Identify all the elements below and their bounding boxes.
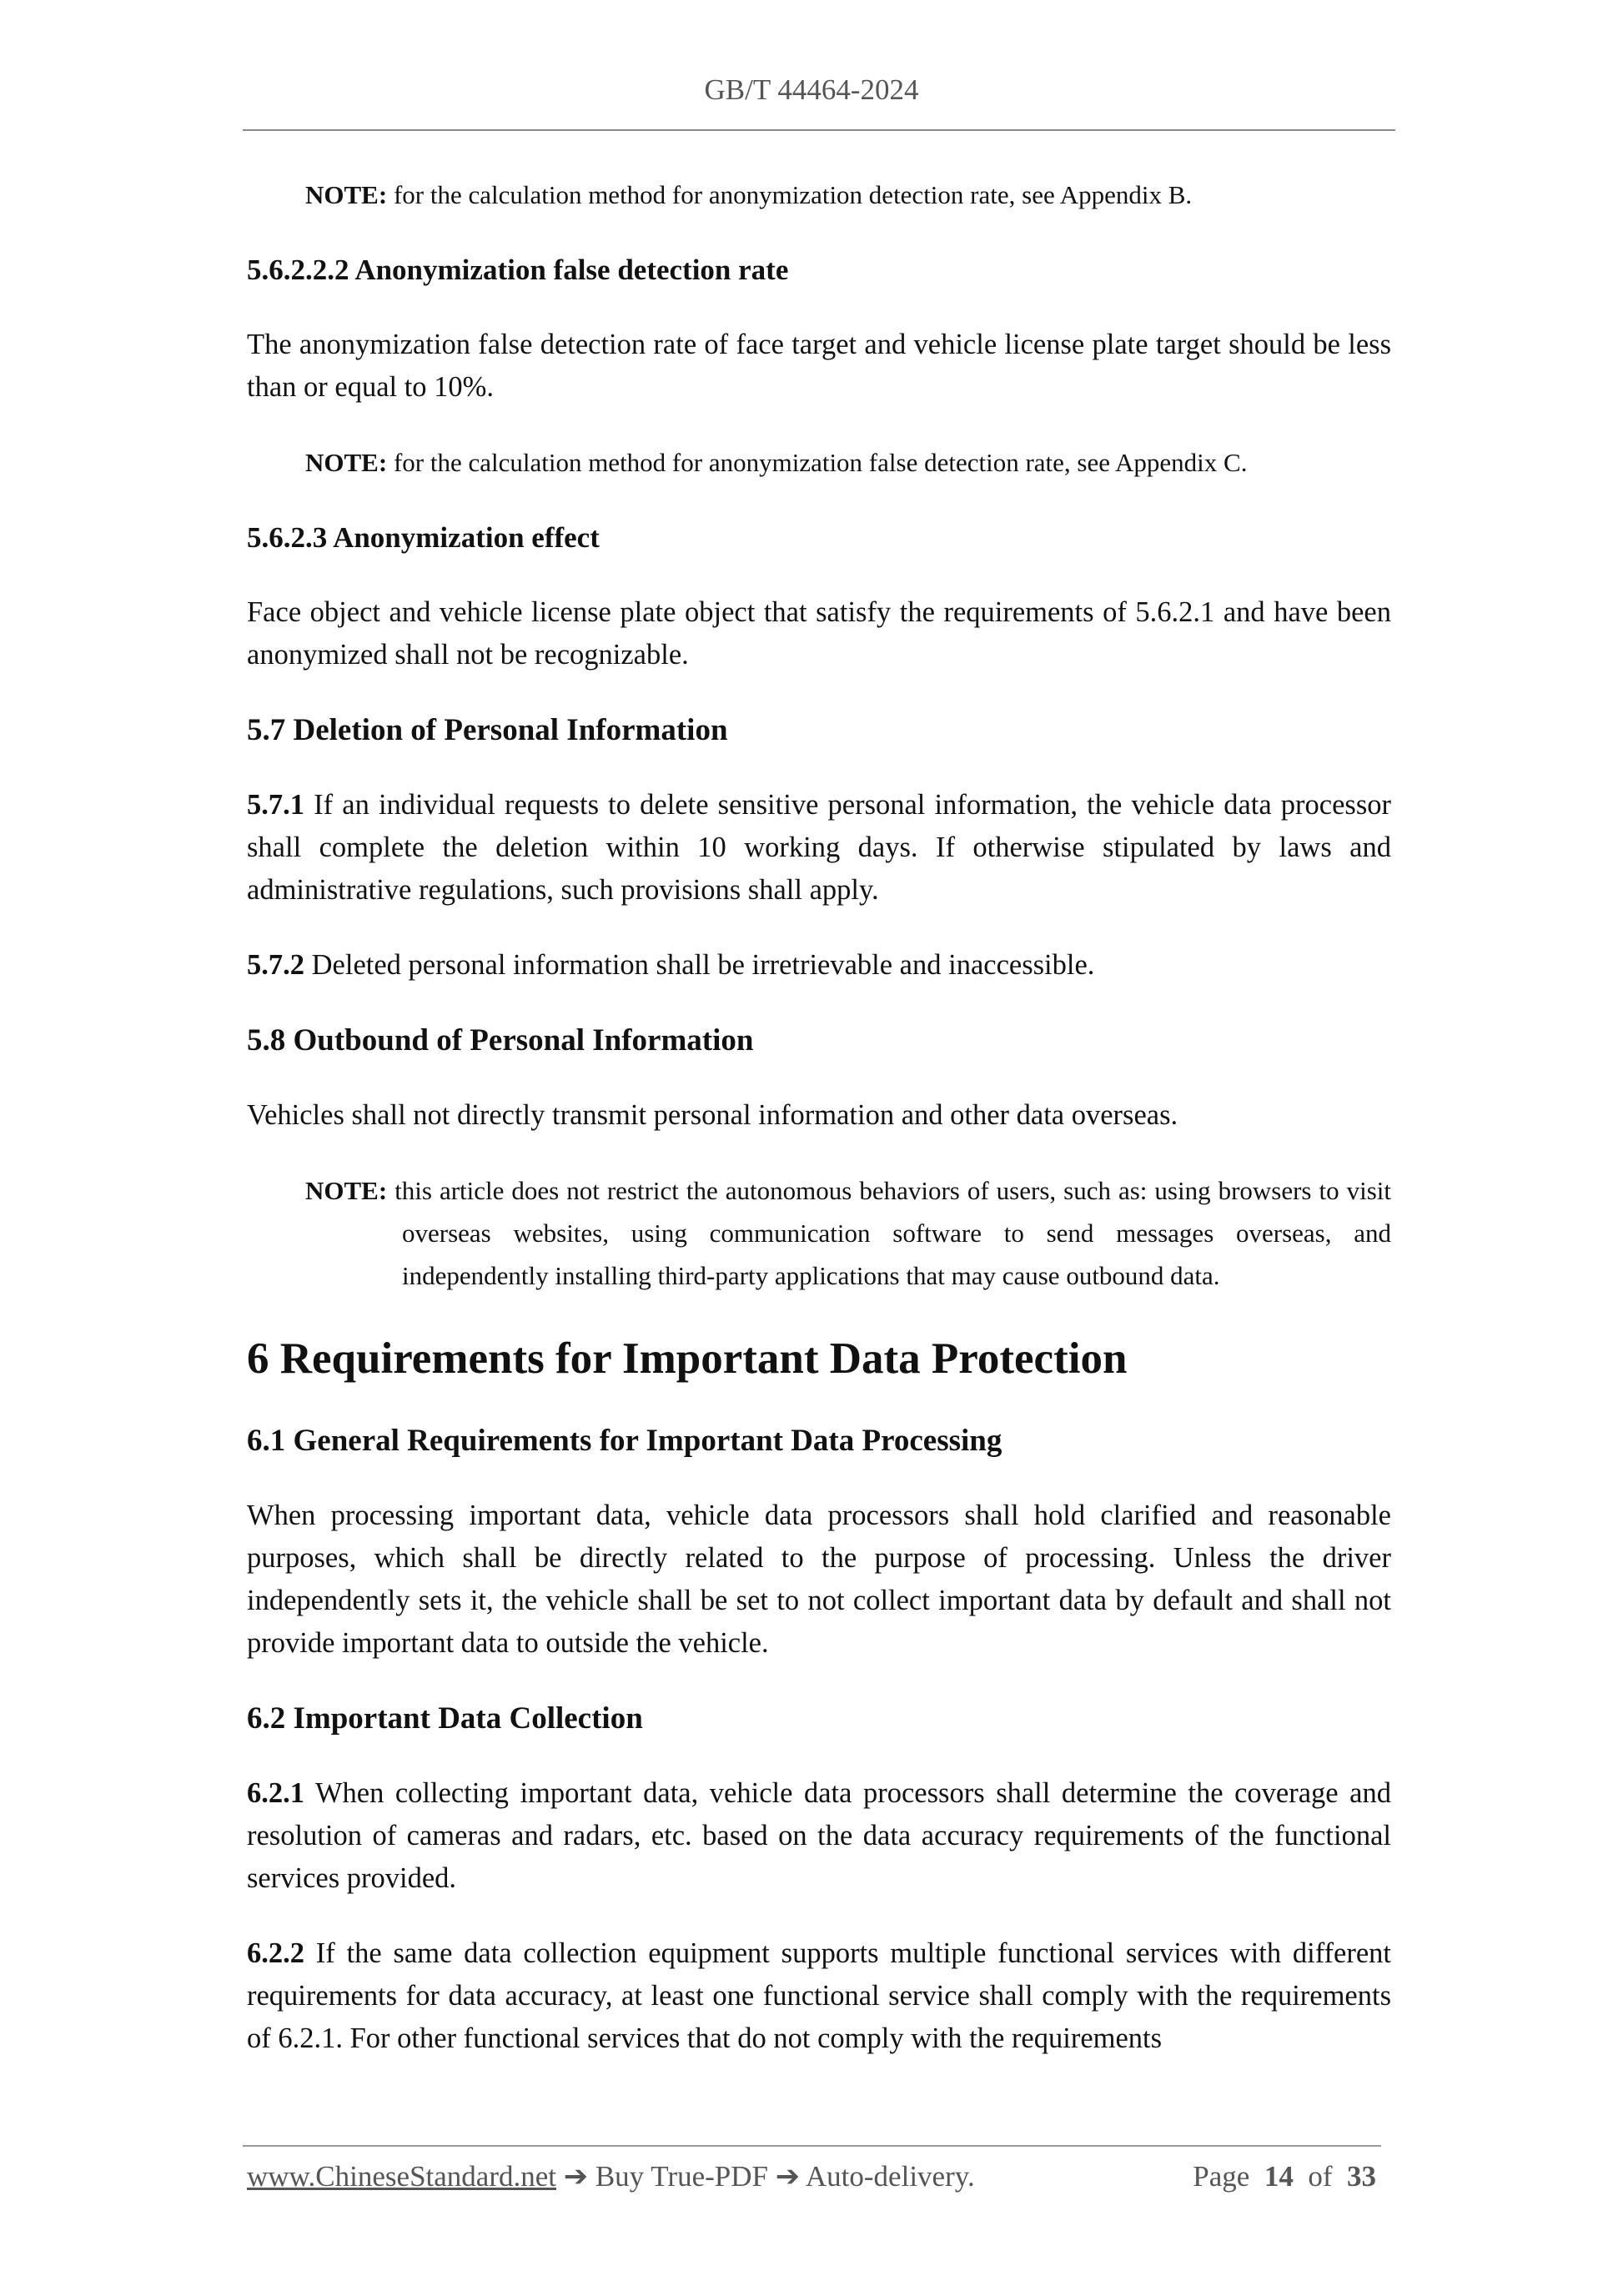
clause-text: If the same data collection equipment supports multiple functional services with different requirements for data accuracy, at least one functional service shall comply with the requirements of 6.2.1. For other functional services that do not comply with the requirements <box>247 1937 1391 2054</box>
page-content <box>247 173 1391 2093</box>
page-number <box>1193 2160 1376 2193</box>
clause-5-7-1 <box>247 784 1391 912</box>
footer-promo <box>247 2160 975 2193</box>
clause-number: 5.7.2 <box>247 949 304 981</box>
note-outbound <box>247 1169 1391 1297</box>
of-word: of <box>1308 2160 1333 2193</box>
note-false-detection-rate <box>247 441 1391 484</box>
heading-5-6-2-2-2: 5.6.2.2.2 Anonymization false detection rate <box>247 254 789 286</box>
heading-5-6-2-3: 5.6.2.3 Anonymization effect <box>247 521 600 554</box>
page-current: 14 <box>1264 2160 1294 2193</box>
clause-number: 6.2.2 <box>247 1937 304 1969</box>
clause-text: When collecting important data, vehicle data processors shall determine the coverage and resolution of cameras and radars, etc. based on the data accuracy requirements of the functional services provided. <box>247 1777 1391 1894</box>
clause-6-2-1 <box>247 1772 1391 1900</box>
page-word: Page <box>1193 2160 1250 2193</box>
heading-5-8: 5.8 Outbound of Personal Information <box>247 1023 754 1058</box>
paragraph-outbound: Vehicles shall not directly transmit personal information and other data overseas. <box>247 1099 1178 1131</box>
clause-6-2-2 <box>247 1932 1391 2060</box>
note-label: NOTE: <box>305 180 388 209</box>
paragraph-anonymization-effect: Face object and vehicle license plate object that satisfy the requirements of 5.6.2.1 and have been anonymized shall not be recognizable. <box>247 596 1391 671</box>
paragraph-general-requirements: When processing important data, vehicle data processors shall hold clarified and reasonable purposes, which shall be directly related to the purpose of processing. Unless the driver independently sets it, the vehicle shall be set to not collect important data by default and shall not provide important data to outside the vehicle. <box>247 1500 1391 1659</box>
note-detection-rate <box>247 173 1391 216</box>
clause-number: 5.7.1 <box>247 789 304 821</box>
footer-delivery-text: Auto-delivery. <box>805 2160 975 2193</box>
clause-5-7-2 <box>247 944 1391 987</box>
website-link[interactable]: www.ChineseStandard.net <box>247 2160 556 2193</box>
footer-buy-text: Buy True-PDF <box>595 2160 768 2193</box>
paragraph-false-detection-rate: The anonymization false detection rate of face target and vehicle license plate target should be less than or equal to 10%. <box>247 329 1391 403</box>
page-total: 33 <box>1347 2160 1376 2193</box>
note-text: for the calculation method for anonymization detection rate, see Appendix B. <box>393 180 1193 209</box>
arrow-right-icon: ➔ <box>775 2160 801 2193</box>
clause-number: 6.2.1 <box>247 1777 304 1809</box>
note-text: this article does not restrict the autonomous behaviors of users, such as: using browsers to visit overseas websites, using communication software to send messages overseas, and independently installing third-party applications that may cause outbound data. <box>394 1176 1392 1290</box>
clause-text: If an individual requests to delete sensitive personal information, the vehicle data processor shall complete the deletion within 10 working days. If otherwise stipulated by laws and administrative regulations, such provisions shall apply. <box>247 789 1391 906</box>
footer-divider <box>243 2145 1381 2147</box>
heading-6-1: 6.1 General Requirements for Important Data Processing <box>247 1424 1002 1458</box>
heading-5-7: 5.7 Deletion of Personal Information <box>247 713 728 747</box>
note-label: NOTE: <box>305 448 388 477</box>
heading-6: 6 Requirements for Important Data Protection <box>247 1334 1128 1383</box>
header-divider <box>243 129 1395 131</box>
clause-text: Deleted personal information shall be irretrievable and inaccessible. <box>311 949 1095 981</box>
note-text: for the calculation method for anonymization false detection rate, see Appendix C. <box>393 448 1248 477</box>
document-code-header: GB/T 44464-2024 <box>704 73 919 106</box>
arrow-right-icon: ➔ <box>563 2160 589 2193</box>
note-label: NOTE: <box>305 1176 388 1205</box>
heading-6-2: 6.2 Important Data Collection <box>247 1701 643 1736</box>
